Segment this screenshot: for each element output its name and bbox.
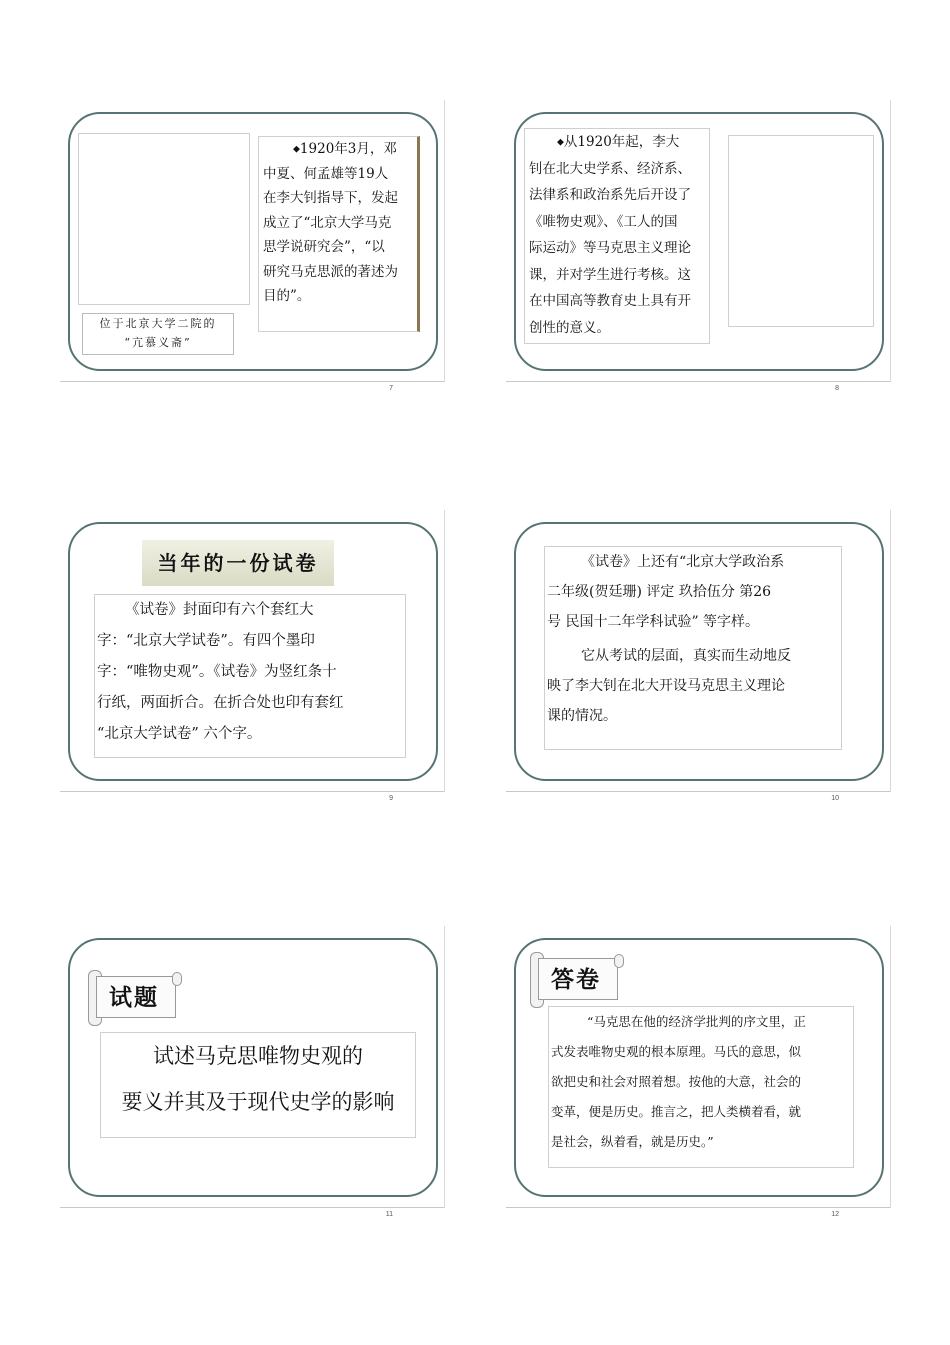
text-line: 钊在北大史学系、经济系、 xyxy=(529,160,691,177)
text-line: 《试卷》上还有“北京大学政治系 xyxy=(581,554,785,570)
page-number: 10 xyxy=(831,795,839,802)
text-line: 它从考试的层面，真实而生动地反 xyxy=(581,648,791,664)
slide-10 xyxy=(506,510,891,800)
text-line: 1920年3月，邓 xyxy=(299,141,397,157)
question-line: 要义并其及于现代史学的影响 xyxy=(121,1090,395,1114)
text-box xyxy=(94,594,406,758)
scroll-label: 答卷 xyxy=(538,958,618,1000)
answer-line: 欲把史和社会对照着想。按他的大意，社会的 xyxy=(551,1074,802,1089)
slide-edge-line xyxy=(444,926,445,1208)
question-line: 试述马克思唯物史观的 xyxy=(153,1044,363,1068)
text-line: 在中国高等教育史上具有开 xyxy=(529,293,691,310)
text-line: 二年级(贺廷珊) 评定 玖拾伍分 第26 xyxy=(547,584,772,600)
photo-placeholder xyxy=(728,135,874,327)
text-line: 课的情况。 xyxy=(547,708,617,724)
text-box xyxy=(524,128,710,344)
text-box xyxy=(544,546,842,750)
text-line: 行纸，两面折合。在折合处也印有套红 xyxy=(97,695,344,711)
answer-line: “马克思在他的经济学批判的序文里，正 xyxy=(587,1014,806,1029)
text-line: 思学说研究会”，“以 xyxy=(263,239,385,256)
page-number: 9 xyxy=(389,795,393,802)
text-line: 中夏、何孟雄等19人 xyxy=(263,165,389,182)
slide-edge-line xyxy=(890,926,891,1208)
text-line: 《试卷》封面印有六个套红大 xyxy=(125,602,314,618)
slide-7 xyxy=(60,100,445,390)
photo-placeholder xyxy=(78,133,250,305)
slide-9 xyxy=(60,510,445,800)
slide-footer-line xyxy=(506,1207,891,1208)
text-line: 从1920年起，李大 xyxy=(563,134,680,150)
scroll-curl-right xyxy=(614,954,624,968)
answer-line: 变革，便是历史。推言之，把人类横着看，就 xyxy=(551,1104,802,1119)
bullet-icon: ◆ xyxy=(557,137,564,148)
text-line: “北京大学试卷” 六个字。 xyxy=(97,726,262,742)
text-line: 《唯物史观》、《工人的国 xyxy=(529,213,678,230)
slide-footer-line xyxy=(60,791,445,792)
slide-footer-line xyxy=(60,1207,445,1208)
page-number: 12 xyxy=(831,1211,839,1218)
caption-line: 位于北京大学二院的 xyxy=(99,317,217,330)
scroll-label: 试题 xyxy=(96,976,176,1018)
bullet-icon: ◆ xyxy=(293,144,300,155)
text-line: 映了李大钊在北大开设马克思主义理论 xyxy=(547,678,785,694)
answer-box xyxy=(548,1006,854,1168)
slide-12 xyxy=(506,926,891,1216)
page-number: 11 xyxy=(385,1211,393,1218)
answer-line: 是社会，纵着看，就是历史。” xyxy=(551,1134,714,1149)
scroll-banner xyxy=(528,952,624,1006)
scroll-curl-right xyxy=(172,972,182,986)
slide-edge-line xyxy=(444,510,445,792)
text-box xyxy=(258,136,420,332)
text-line: 法律系和政治系先后开设了 xyxy=(529,187,691,204)
text-line: 际运动》等马克思主义理论 xyxy=(529,240,691,257)
page-number: 8 xyxy=(835,385,839,392)
slide-footer-line xyxy=(506,791,891,792)
answer-line: 式发表唯物史观的根本原理。马氏的意思，似 xyxy=(551,1044,802,1059)
slide-footer-line xyxy=(506,381,891,382)
text-line: 课，并对学生进行考核。这 xyxy=(529,266,691,283)
text-line: 成立了“北京大学马克 xyxy=(263,214,392,231)
slide-8 xyxy=(506,100,891,390)
text-line: 字：“唯物史观”。《试卷》为竖红条十 xyxy=(97,664,337,680)
slide-edge-line xyxy=(890,510,891,792)
slide-edge-line xyxy=(890,100,891,382)
text-line: 在李大钊指导下，发起 xyxy=(263,190,398,207)
caption-line: “亢慕义斋” xyxy=(124,336,192,349)
slide-title: 当年的一份试卷 xyxy=(142,540,334,586)
slide-11 xyxy=(60,926,445,1216)
text-line: 研究马克思派的著述为 xyxy=(263,263,398,280)
page-number: 7 xyxy=(389,385,393,392)
text-line: 字：“北京大学试卷”。有四个墨印 xyxy=(97,633,315,649)
slide-footer-line xyxy=(60,381,445,382)
text-line: 号 民国十二年学科试验” 等字样。 xyxy=(547,614,760,630)
question-box xyxy=(100,1032,416,1138)
text-line: 创性的意义。 xyxy=(529,319,610,336)
text-line: 目的”。 xyxy=(263,288,311,305)
photo-caption xyxy=(82,313,234,355)
scroll-banner xyxy=(86,970,182,1024)
slide-edge-line xyxy=(444,100,445,382)
